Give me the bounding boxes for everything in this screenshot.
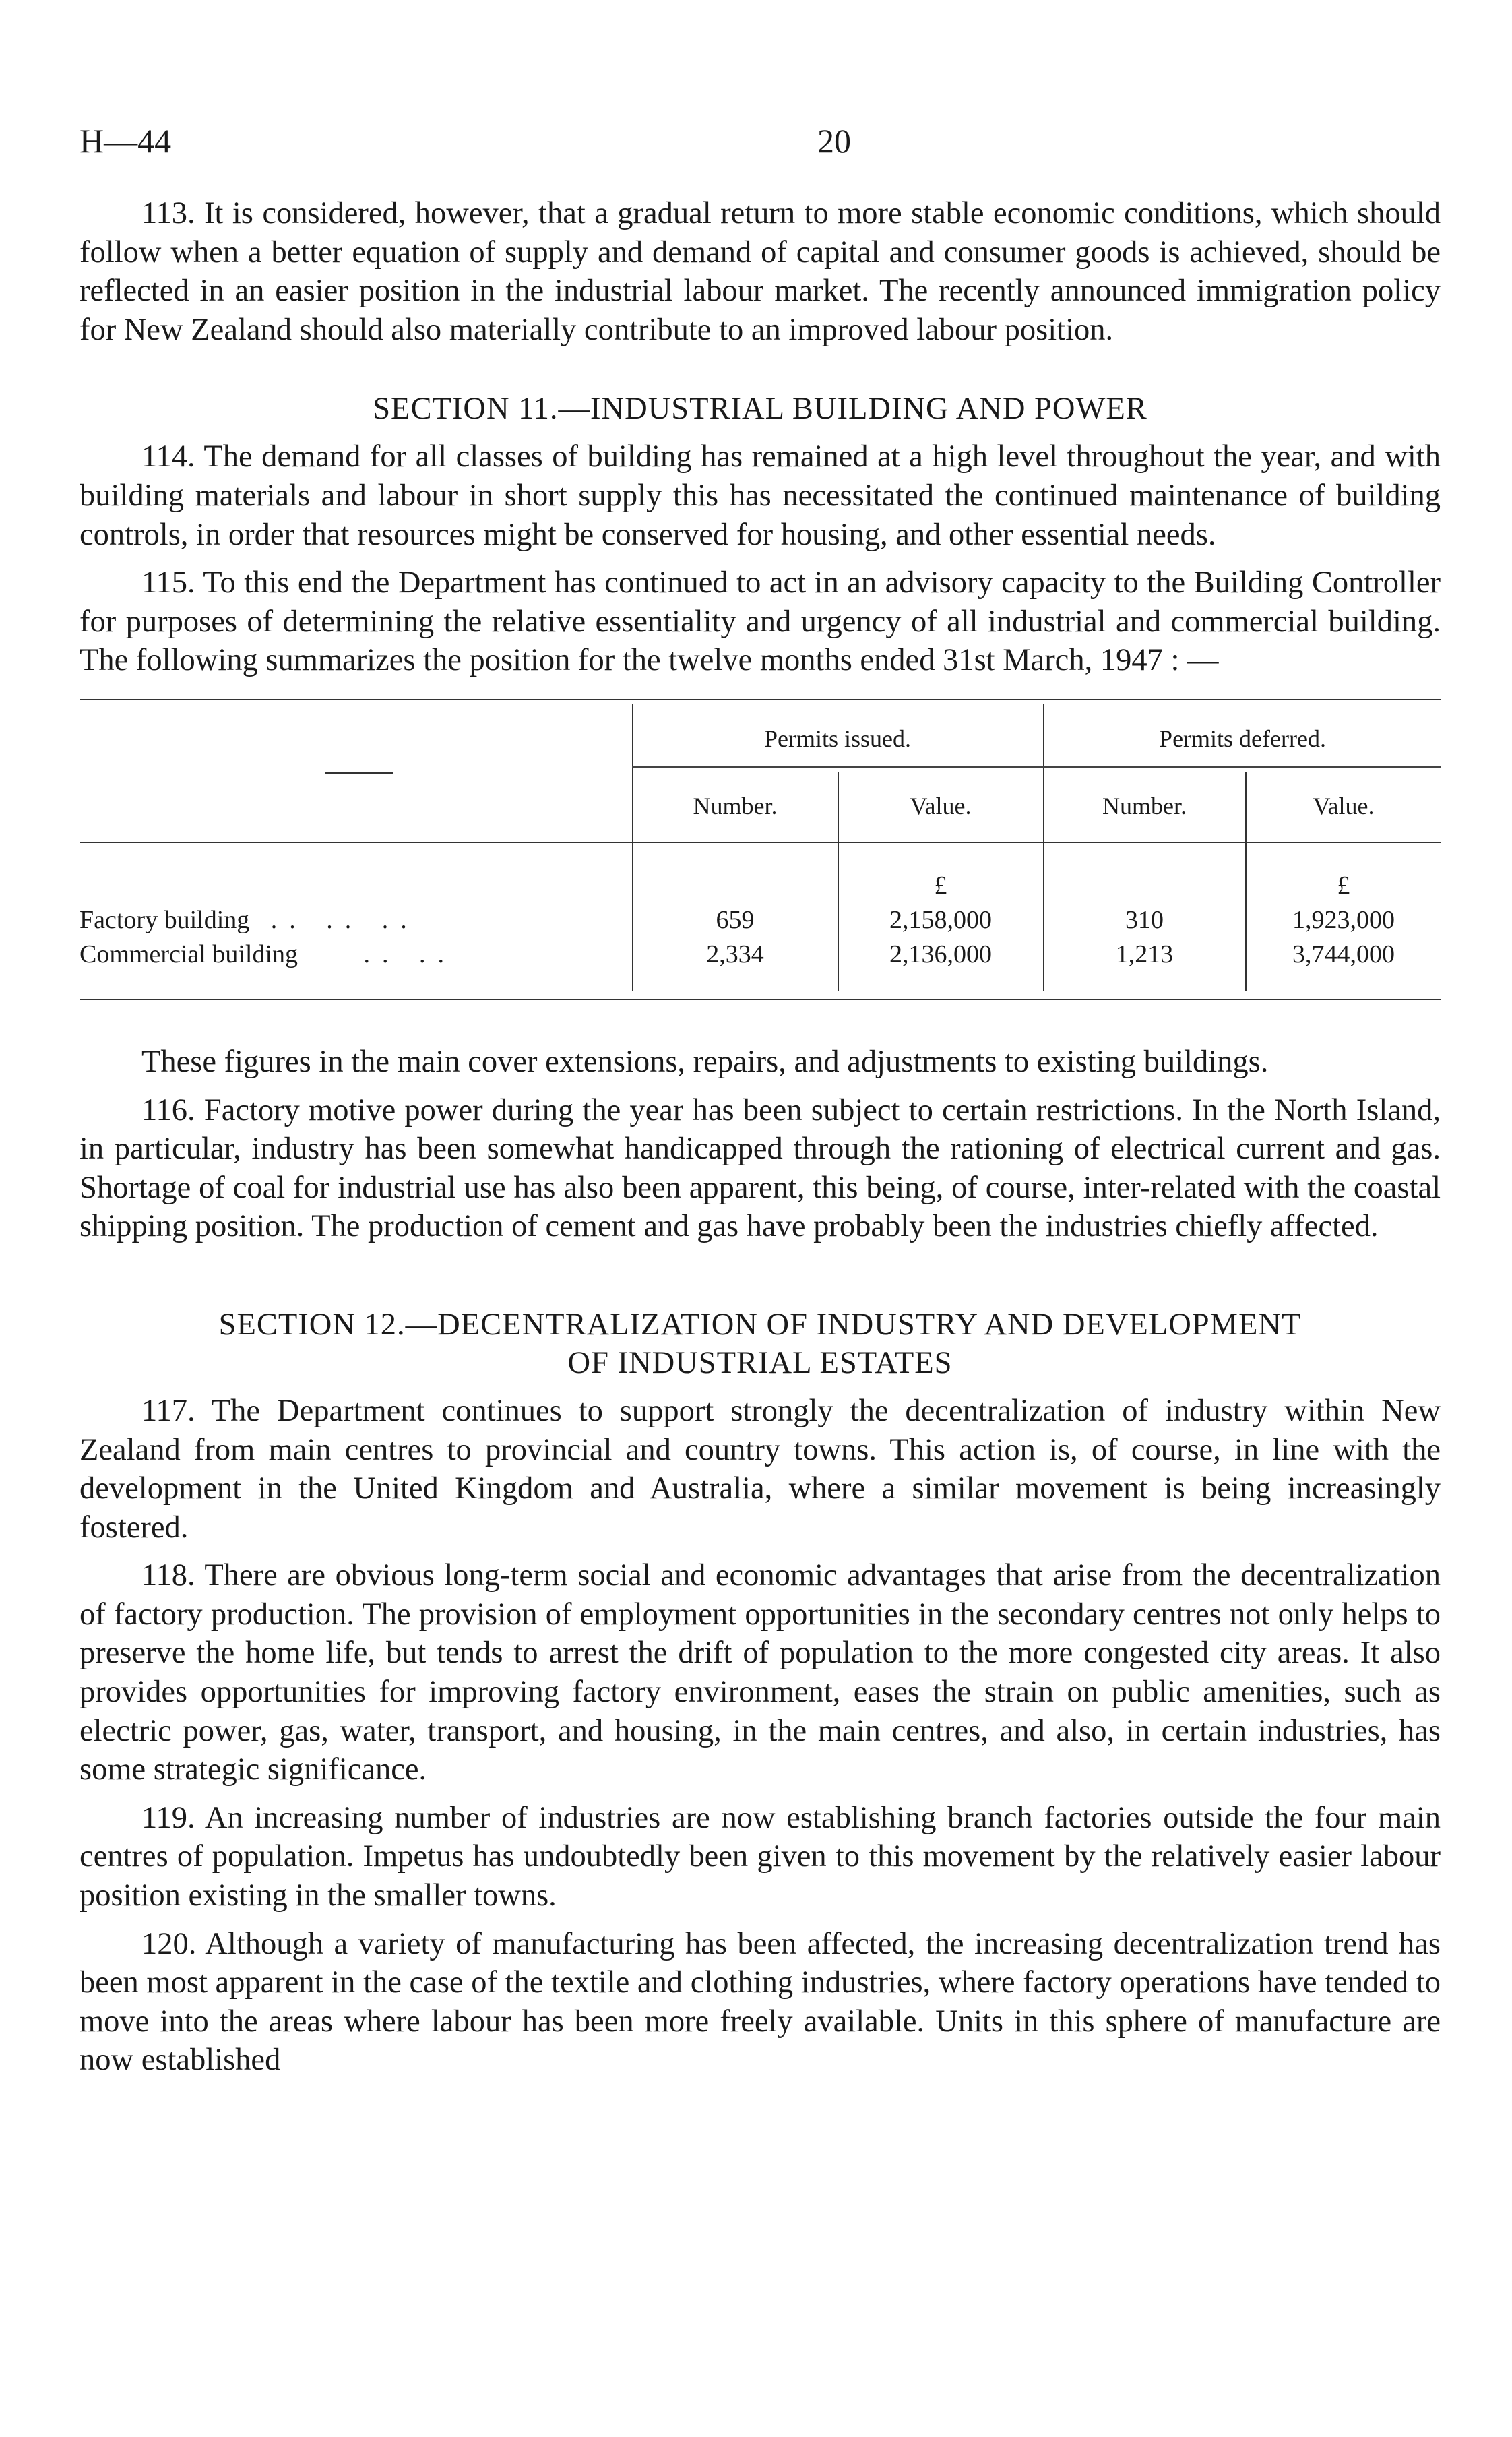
row-label: Factory building [80, 905, 250, 934]
section-12-heading-line2: OF INDUSTRIAL ESTATES [567, 1345, 953, 1380]
stub-dash [325, 772, 393, 774]
section-12-heading [80, 1305, 1441, 1382]
currency-issued: £ [934, 871, 947, 900]
paragraph-116: 116. Factory motive power during the year has been subject to certain restrictions. In the North Island, in particular, industry has been somewhat handicapped through the rationing of electrical current and gas. Shortage of coal for industrial use has also been apparent, this being, of course, inter-related with the coastal shipping position. The production of cement and gas have probably been the industries chiefly affected. [80, 1092, 1441, 1244]
paragraph-117: 117. The Department continues to support strongly the decentralization of industry within New Zealand from main centres to provincial and country towns. This action is, of course, in line with the development in the United Kingdom and Australia, where a similar movement is being increasingly fostered. [80, 1393, 1441, 1545]
leader-dots: .. .. [363, 939, 457, 968]
currency-deferred: £ [1337, 871, 1350, 900]
report-code: H—44 [80, 122, 172, 160]
deferred-number: 310 [1125, 905, 1164, 934]
paragraph-119: 119. An increasing number of industries are now establishing branch factories outside the four main centres of population. Impetus has undoubtedly been given to this movement by the relatively easier labour position existing in the smaller towns. [80, 1800, 1441, 1913]
header-permits-deferred: Permits deferred. [1159, 724, 1326, 752]
header-deferred-value: Value. [1313, 792, 1375, 820]
header-issued-number: Number. [693, 792, 778, 820]
paragraph-113: 113. It is considered, however, that a gradual return to more stable economic conditions, which should follow when a better equation of supply and demand of capital and consumer goods is achieved, should be reflected in an easier position in the industrial labour market. The recently announced immigration policy for New Zealand should also materially contribute to an improved labour position. [80, 196, 1441, 347]
section-12-heading-line1: SECTION 12.—DECENTRALIZATION OF INDUSTRY AND DEVELOPMENT [218, 1307, 1302, 1342]
deferred-value: 1,923,000 [1292, 905, 1395, 934]
paragraph-118: 118. There are obvious long-term social and economic advantages that arise from the decentralization of factory production. The provision of employment opportunities in the secondary centres not only helps to preserve the home life, but tends to arrest the drift of population to the more congested city areas. It also provides opportunities for improving factory environment, eases the strain on public amenities, such as electric power, gas, water, transport, and housing, in the main centres, and also, in certain industries, has some strategic significance. [80, 1558, 1441, 1787]
row-label: Commercial building [80, 939, 298, 968]
table-note: These figures in the main cover extensions, repairs, and adjustments to existing buildings. [141, 1044, 1269, 1079]
section-11-heading: SECTION 11.—INDUSTRIAL BUILDING AND POWER [373, 392, 1147, 427]
issued-value: 2,136,000 [889, 939, 992, 968]
deferred-number: 1,213 [1115, 939, 1174, 968]
deferred-value: 3,744,000 [1292, 939, 1395, 968]
building-permits-table [80, 699, 1441, 1043]
paragraph-114: 114. The demand for all classes of building has remained at a high level throughout the year, and with building materials and labour in short supply this has necessitated the continued maintenance of building controls, in order that resources might be conserved for housing, and other essential needs. [80, 439, 1441, 552]
issued-number: 659 [716, 905, 755, 934]
header-deferred-number: Number. [1102, 792, 1187, 820]
header-issued-value: Value. [910, 792, 972, 820]
page-header [80, 121, 1441, 175]
page-content [80, 194, 1441, 2080]
paragraph-115: 115. To this end the Department has continued to act in an advisory capacity to the Building Controller for purposes of determining the relative essentiality and urgency of all industrial and commercial building. The following summarizes the position for the twelve months ended 31st March, 1947 : — [80, 565, 1441, 678]
leader-dots: .. .. .. [270, 905, 419, 934]
header-permits-issued: Permits issued. [763, 724, 911, 752]
issued-value: 2,158,000 [889, 905, 992, 934]
paragraph-120: 120. Although a variety of manufacturing has been affected, the increasing decentralization trend has been most apparent in the case of the textile and clothing industries, where factory operations have tended to move into the areas where labour has been more freely available. Units in this sphere of manufacture are now established [80, 1926, 1441, 2078]
issued-number: 2,334 [706, 939, 764, 968]
page-number: 20 [817, 122, 851, 160]
